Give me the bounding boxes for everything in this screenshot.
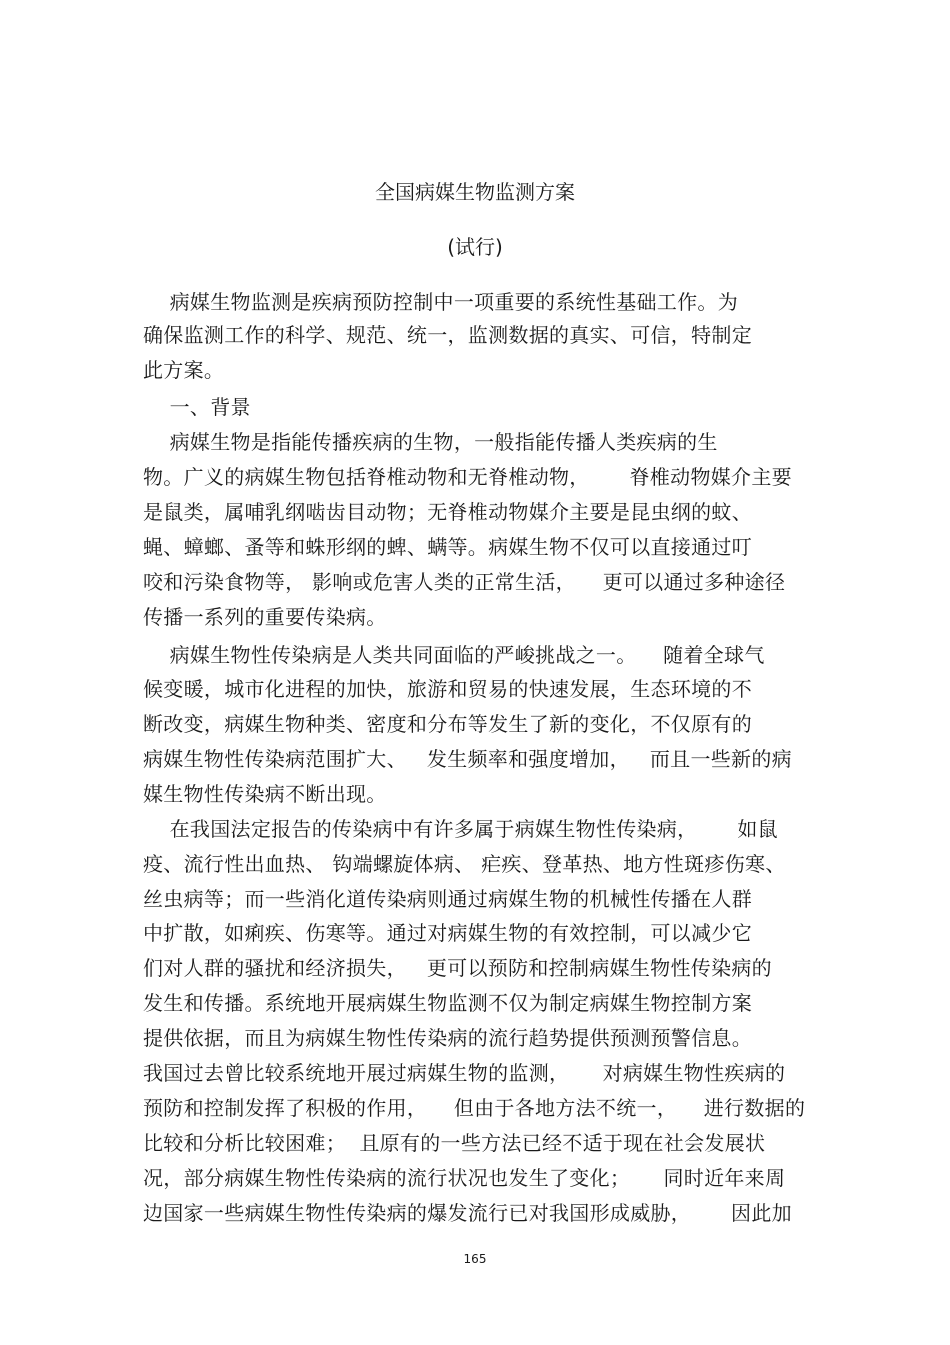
body-line: 确保监测工作的科学、规范、统一，监测数据的真实、可信，特制定: [143, 323, 752, 347]
body-line: 传播一系列的重要传染病。: [143, 605, 387, 629]
body-line: 媒生物性传染病不断出现。: [143, 782, 387, 806]
body-line: 况，部分病媒生物性传染病的流行状况也发生了变化； 同时近年来周: [143, 1166, 786, 1190]
body-line: 预防和控制发挥了积极的作用， 但由于各地方法不统一， 进行数据的: [143, 1096, 806, 1120]
body-line: 在我国法定报告的传染病中有许多属于病媒生物性传染病， 如鼠: [143, 817, 778, 841]
body-line: 物。广义的病媒生物包括脊椎动物和无脊椎动物， 脊椎动物媒介主要: [143, 465, 792, 489]
body-line: 是鼠类，属哺乳纲啮齿目动物；无脊椎动物媒介主要是昆虫纲的蚊、: [143, 500, 752, 524]
body-line: 疫、流行性出血热、 钩端螺旋体病、 疟疾、登革热、地方性斑疹伤寒、: [143, 852, 786, 876]
body-line: 蝇、蟑螂、蚤等和蛛形纲的蜱、螨等。病媒生物不仅可以直接通过叮: [143, 535, 752, 559]
body-line: 我国过去曾比较系统地开展过病媒生物的监测， 对病媒生物性疾病的: [143, 1061, 786, 1085]
body-line: 丝虫病等；而一些消化道传染病则通过病媒生物的机械性传播在人群: [143, 887, 752, 911]
document-title: 全国病媒生物监测方案: [375, 180, 575, 204]
body-line: 此方案。: [143, 358, 225, 382]
body-line: 发生和传播。系统地开展病媒生物监测不仅为制定病媒生物控制方案: [143, 991, 752, 1015]
body-line: 候变暖，城市化进程的加快，旅游和贸易的快速发展，生态环境的不: [143, 677, 752, 701]
document-subtitle: (试行): [447, 235, 503, 259]
body-line: 边国家一些病媒生物性传染病的爆发流行已对我国形成威胁， 因此加: [143, 1201, 792, 1225]
body-line: 病媒生物性传染病是人类共同面临的严峻挑战之一。 随着全球气: [143, 643, 765, 667]
body-line: 病媒生物是指能传播疾病的生物，一般指能传播人类疾病的生: [143, 430, 718, 454]
body-line: 们对人群的骚扰和经济损失， 更可以预防和控制病媒生物性传染病的: [143, 956, 772, 980]
body-line: 断改变，病媒生物种类、密度和分布等发生了新的变化，不仅原有的: [143, 712, 752, 736]
body-line: 提供依据，而且为病媒生物性传染病的流行趋势提供预测预警信息。: [143, 1026, 752, 1050]
body-line: 病媒生物性传染病范围扩大、 发生频率和强度增加， 而且一些新的病: [143, 747, 792, 771]
page-number: 165: [463, 1252, 487, 1266]
body-line: 比较和分析比较困难； 且原有的一些方法已经不适于现在社会发展状: [143, 1131, 766, 1155]
section-heading: 一、背景: [143, 395, 251, 419]
body-line: 中扩散，如痢疾、伤寒等。通过对病媒生物的有效控制，可以减少它: [143, 921, 752, 945]
body-line: 病媒生物监测是疾病预防控制中一项重要的系统性基础工作。为: [143, 290, 739, 314]
body-line: 咬和污染食物等， 影响或危害人类的正常生活， 更可以通过多种途径: [143, 570, 786, 594]
